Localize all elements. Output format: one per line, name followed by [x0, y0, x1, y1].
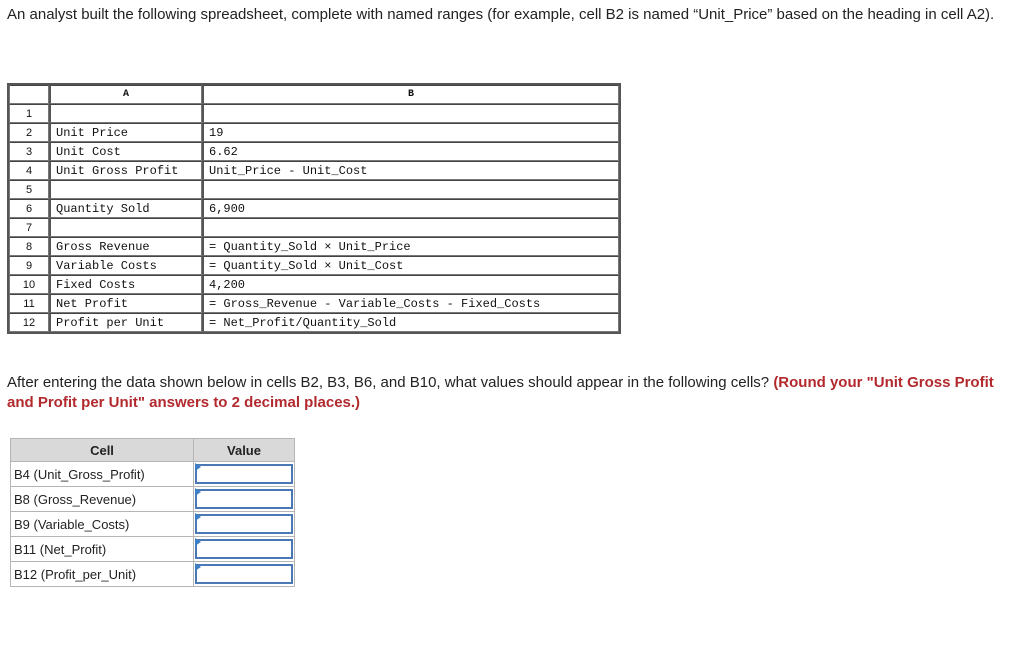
cell-a: Fixed Costs — [49, 275, 202, 294]
row-number: 3 — [9, 142, 49, 161]
rounding-instruction: (Round your "Unit Gross Profit and Profit per Unit" answers to 2 decimal places.) — [7, 374, 994, 411]
answer-input-net-profit[interactable] — [195, 539, 293, 559]
cell-b: 4,200 — [202, 275, 619, 294]
sheet-row — [9, 313, 619, 332]
row-number: 7 — [9, 218, 49, 237]
sheet-row — [9, 199, 619, 218]
row-number: 12 — [9, 313, 49, 332]
answer-header-row — [11, 439, 295, 462]
question-text — [7, 373, 1007, 413]
answer-table — [10, 438, 295, 587]
cell-a: Unit Price — [49, 123, 202, 142]
answer-row — [11, 512, 295, 537]
input-flag-icon — [195, 488, 201, 496]
input-flag-icon — [195, 538, 201, 546]
answer-label: B9 (Variable_Costs) — [11, 512, 194, 537]
sheet-row — [9, 123, 619, 142]
cell-a: Quantity Sold — [49, 199, 202, 218]
row-number: 1 — [9, 104, 49, 123]
answer-input-unit-gross-profit[interactable] — [195, 464, 293, 484]
cell-b: Unit_Price - Unit_Cost — [202, 161, 619, 180]
sheet-row — [9, 256, 619, 275]
sheet-row — [9, 237, 619, 256]
cell-a: Gross Revenue — [49, 237, 202, 256]
input-flag-icon — [195, 563, 201, 571]
cell-a: Profit per Unit — [49, 313, 202, 332]
cell-b: = Net_Profit/Quantity_Sold — [202, 313, 619, 332]
column-header-row — [9, 85, 619, 104]
value-column-header: Value — [194, 439, 295, 462]
cell-b: = Quantity_Sold × Unit_Price — [202, 237, 619, 256]
answer-cell — [194, 462, 295, 487]
row-number: 6 — [9, 199, 49, 218]
cell-a: Variable Costs — [49, 256, 202, 275]
cell-b: 6.62 — [202, 142, 619, 161]
answer-label: B11 (Net_Profit) — [11, 537, 194, 562]
cell-a — [49, 180, 202, 199]
answer-input-gross-revenue[interactable] — [195, 489, 293, 509]
cell-a: Unit Gross Profit — [49, 161, 202, 180]
sheet-row — [9, 275, 619, 294]
column-header-b: B — [202, 85, 619, 104]
row-number: 8 — [9, 237, 49, 256]
row-number: 4 — [9, 161, 49, 180]
sheet-row — [9, 142, 619, 161]
intro-text: An analyst built the following spreadsheet, complete with named ranges (for example, cell B2 is named “Unit_Price” based on the heading in cell A2). — [7, 6, 995, 23]
sheet-row — [9, 180, 619, 199]
row-number: 9 — [9, 256, 49, 275]
answer-row — [11, 537, 295, 562]
question-body: After entering the data shown below in cells B2, B3, B6, and B10, what values should appear in the following cells? — [7, 374, 774, 391]
row-number: 10 — [9, 275, 49, 294]
answer-row — [11, 462, 295, 487]
cell-a: Net Profit — [49, 294, 202, 313]
sheet-row — [9, 294, 619, 313]
row-number: 5 — [9, 180, 49, 199]
column-header-a: A — [49, 85, 202, 104]
answer-label: B4 (Unit_Gross_Profit) — [11, 462, 194, 487]
cell-b: 6,900 — [202, 199, 619, 218]
input-flag-icon — [195, 463, 201, 471]
sheet-row — [9, 218, 619, 237]
sheet-row — [9, 104, 619, 123]
answer-cell — [194, 487, 295, 512]
cell-a — [49, 218, 202, 237]
answer-input-profit-per-unit[interactable] — [195, 564, 293, 584]
cell-column-header: Cell — [11, 439, 194, 462]
answer-cell — [194, 512, 295, 537]
cell-a: Unit Cost — [49, 142, 202, 161]
cell-b — [202, 180, 619, 199]
input-flag-icon — [195, 513, 201, 521]
answer-label: B8 (Gross_Revenue) — [11, 487, 194, 512]
cell-b: = Gross_Revenue - Variable_Costs - Fixed_Costs — [202, 294, 619, 313]
corner-cell — [9, 85, 49, 104]
sheet-row — [9, 161, 619, 180]
cell-b: 19 — [202, 123, 619, 142]
cell-b: = Quantity_Sold × Unit_Cost — [202, 256, 619, 275]
cell-a — [49, 104, 202, 123]
cell-b — [202, 218, 619, 237]
row-number: 2 — [9, 123, 49, 142]
answer-input-variable-costs[interactable] — [195, 514, 293, 534]
answer-cell — [194, 562, 295, 587]
row-number: 11 — [9, 294, 49, 313]
answer-cell — [194, 537, 295, 562]
cell-b — [202, 104, 619, 123]
spreadsheet — [7, 83, 621, 334]
answer-row — [11, 487, 295, 512]
answer-row — [11, 562, 295, 587]
answer-label: B12 (Profit_per_Unit) — [11, 562, 194, 587]
